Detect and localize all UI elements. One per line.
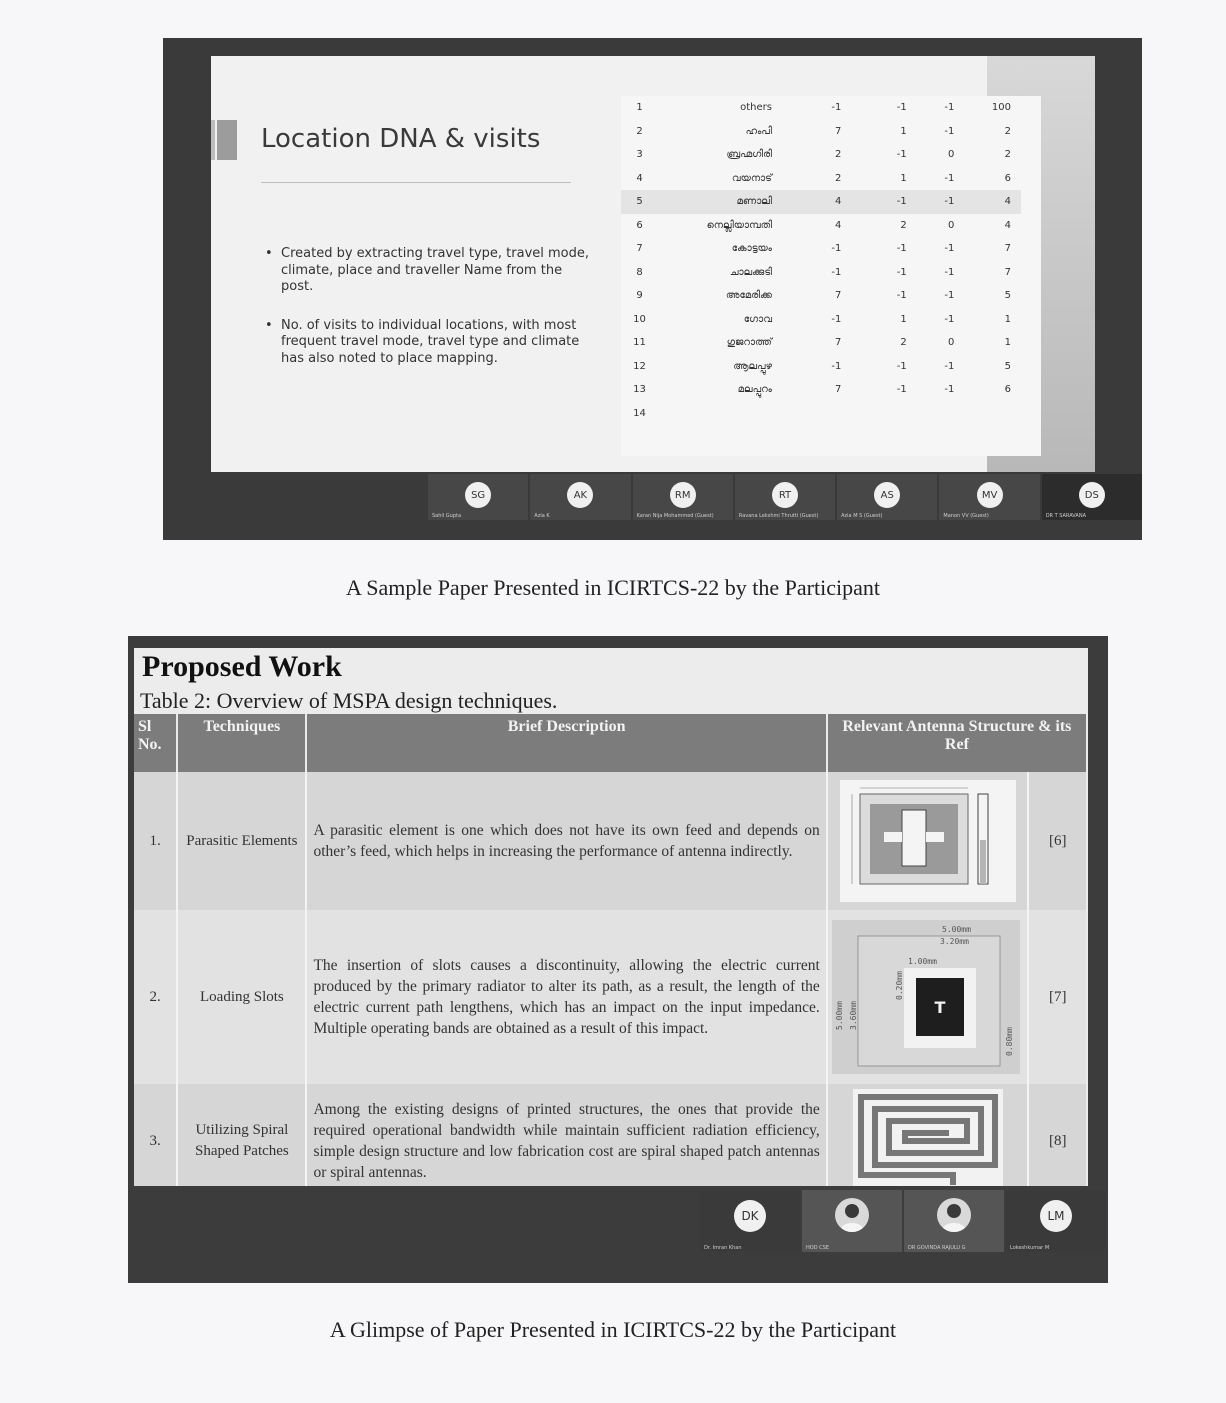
row-value: -1 (944, 360, 955, 372)
title-divider (261, 182, 571, 183)
row-value: 7 (1004, 266, 1011, 278)
row-technique: Loading Slots (177, 910, 306, 1084)
spiral-antenna-figure (853, 1089, 1003, 1186)
row-value: -1 (896, 266, 907, 278)
row-value: -1 (831, 102, 842, 114)
participant-name: Sahil Gupta (432, 513, 462, 519)
avatar: SG (465, 482, 491, 508)
row-index: 7 (636, 243, 643, 255)
avatar-photo-icon (835, 1198, 869, 1232)
row-index: 1 (636, 102, 643, 114)
row-value: -1 (944, 266, 955, 278)
table-row (621, 214, 1021, 238)
slide-bullets (263, 246, 593, 389)
col-header-sl: Sl No. (134, 714, 177, 772)
row-value: -1 (896, 102, 907, 114)
row-value: 7 (835, 337, 842, 349)
participant-tile[interactable] (530, 474, 630, 520)
row-description: A parasitic element is one which does not have its own feed and depends on other’s feed, which helps in increasing the performance of antenna indirectly. (306, 772, 826, 910)
table-row (621, 331, 1021, 355)
bullet-item: • No. of visits to individual locations, with most frequent travel mode, travel type and climate has also noted to place mapping. (263, 318, 593, 368)
row-value (964, 402, 1021, 426)
fig-label-b: 3.20mm (939, 937, 969, 946)
participant-name: Ravana Lekshmi Thrutti (Guest) (738, 513, 819, 519)
avatar: AK (567, 482, 593, 508)
table-caption: Table 2: Overview of MSPA design techniques. (140, 688, 558, 713)
row-value: 2 (900, 337, 907, 349)
place-name: വയനാട് (731, 172, 772, 184)
row-value: 4 (1004, 219, 1011, 231)
parasitic-antenna-figure (840, 780, 1016, 902)
table-row (621, 120, 1021, 144)
place-name: ഹംപി (745, 125, 772, 137)
participant-name: Azia K (534, 513, 550, 519)
row-value: 5 (1004, 290, 1011, 302)
place-name: മലപ്പുറം (737, 384, 772, 396)
row-value: -1 (944, 384, 955, 396)
table-row (621, 261, 1021, 285)
bullet-item: • Created by extracting travel type, travel mode, climate, place and traveller Name from the post. (263, 246, 593, 296)
place-name: നെല്ലിയാമ്പതി (706, 219, 772, 231)
avatar: AS (874, 482, 900, 508)
slide-heading: Proposed Work (142, 650, 342, 683)
row-index: 13 (633, 384, 646, 396)
participant-tile[interactable] (428, 474, 528, 520)
avatar: MV (977, 482, 1003, 508)
row-value: 5 (1004, 360, 1011, 372)
table-row (621, 402, 1021, 426)
table-row (621, 378, 1021, 402)
row-technique: Parasitic Elements (177, 772, 306, 910)
participant-strip (428, 474, 1142, 520)
fig-label-t: T (934, 998, 946, 1017)
place-name: ചാലക്കുടി (729, 266, 772, 278)
row-value: 0 (947, 337, 955, 349)
fig-label-a: 5.00mm (941, 925, 971, 934)
col-header-structure: Relevant Antenna Structure & its Ref (827, 714, 1086, 772)
participant-name: DR T SARAVANA (1045, 513, 1086, 519)
row-value (778, 402, 843, 426)
slide-location-dna (211, 56, 1095, 472)
col-header-description: Brief Description (306, 714, 826, 772)
techniques-table (134, 714, 1086, 1186)
row-ref: [8] (1028, 1084, 1086, 1186)
col-header-techniques: Techniques (177, 714, 306, 772)
slide-proposed-work (134, 648, 1088, 1186)
participant-tile[interactable] (735, 474, 835, 520)
avatar-photo-icon (937, 1198, 971, 1232)
location-table-panel (621, 96, 1041, 456)
row-sl: 2. (134, 910, 177, 1084)
table-row (621, 190, 1021, 214)
place-name: ഗുജറാത്ത് (726, 337, 772, 349)
row-ref: [6] (1028, 772, 1086, 910)
participant-tile[interactable] (939, 474, 1039, 520)
row-value: 4 (835, 196, 842, 208)
row-value: -1 (896, 290, 907, 302)
place-name: മണാലി (736, 196, 772, 208)
row-ref: [7] (1028, 910, 1086, 1084)
participant-name: HOD CSE (806, 1245, 829, 1251)
fig-label-f: 0.20mm (894, 971, 904, 1000)
place-name: others (740, 102, 772, 114)
table-row (621, 96, 1021, 120)
row-value: -1 (831, 243, 842, 255)
row-value: -1 (831, 360, 842, 372)
fig-label-c: 1.00mm (907, 957, 937, 966)
row-value (909, 402, 965, 426)
participant-tile[interactable] (1042, 474, 1142, 520)
fig-label-d: 5.00mm (834, 1001, 844, 1030)
row-technique: Utilizing Spiral Shaped Patches (177, 1084, 306, 1186)
row-value: 7 (835, 290, 842, 302)
caption-glimpse-paper: A Glimpse of Paper Presented in ICIRTCS-22 by the Participant (329, 1317, 897, 1342)
row-description: Among the existing designs of printed structures, the ones that provide the required operational bandwidth while maintain sufficient radiation efficiency, simple design structure and low fabrication cost are spiral shaped patch antennas or spiral antennas. (306, 1084, 826, 1186)
row-value: 0 (947, 149, 955, 161)
row-value: 6 (1004, 384, 1011, 396)
row-figure (827, 1084, 1029, 1186)
place-name: അമേരിക്ക (725, 290, 772, 302)
row-sl: 1. (134, 772, 177, 910)
row-value: -1 (944, 243, 955, 255)
row-index: 11 (633, 337, 646, 349)
avatar: RT (772, 482, 798, 508)
row-value: 1 (1004, 313, 1011, 325)
participant-name: DR GOVINDA RAJULU G (908, 1245, 966, 1251)
row-value: 1 (900, 125, 907, 137)
table-row (621, 237, 1021, 261)
row-value: -1 (944, 172, 955, 184)
table-row (621, 167, 1021, 191)
fig-label-g: 0.80mm (1004, 1027, 1014, 1056)
row-value: -1 (831, 313, 842, 325)
row-value: 7 (835, 384, 842, 396)
table-row (134, 772, 1086, 910)
slide-title: Location DNA & visits (261, 124, 541, 154)
table-row (621, 284, 1021, 308)
location-table (621, 96, 1021, 425)
caption-sample-paper: A Sample Paper Presented in ICIRTCS-22 by the Participant (346, 575, 880, 600)
row-value: 2 (835, 149, 842, 161)
row-value: 1 (900, 172, 907, 184)
row-index: 14 (633, 407, 646, 419)
row-index: 6 (636, 219, 643, 231)
participant-tile[interactable] (802, 1190, 902, 1252)
participant-tile[interactable] (1006, 1190, 1106, 1252)
place-name: കോട്ടയം (731, 243, 772, 255)
row-index: 2 (636, 125, 643, 137)
place-name (658, 402, 778, 426)
row-value: -1 (944, 125, 955, 137)
loading-slots-figure (832, 920, 1020, 1074)
row-sl: 3. (134, 1084, 177, 1186)
row-figure (827, 772, 1029, 910)
row-value: -1 (896, 196, 907, 208)
row-index: 5 (636, 196, 643, 208)
row-value: 2 (1004, 125, 1011, 137)
row-index: 8 (636, 266, 643, 278)
row-value: -1 (896, 243, 907, 255)
fig-label-e: 3.60mm (848, 1001, 858, 1030)
row-value: -1 (944, 102, 955, 114)
participant-name: Dr. Imran Khan (704, 1245, 742, 1251)
row-value: 0 (947, 219, 955, 231)
row-index: 9 (636, 290, 643, 302)
row-description: The insertion of slots causes a discontinuity, allowing the electric current produced by the primary radiator to alter its path, as a result, the length of the electric current path lengthens, which has an impact on the input impedance. Multiple operating bands are obtained as a result of this impact. (306, 910, 826, 1084)
place-name: ഗോവ (743, 313, 772, 325)
participant-tile[interactable] (633, 474, 733, 520)
avatar: DS (1079, 482, 1105, 508)
participant-name: Lokeshkumar M (1010, 1245, 1050, 1251)
place-name: ബ്രഹ്മഗിരി (726, 149, 772, 161)
row-value: 7 (1004, 243, 1011, 255)
row-value: 2 (835, 172, 842, 184)
presentation-screenshot-2 (128, 636, 1108, 1283)
table-row (134, 1084, 1086, 1186)
participant-strip (700, 1190, 1106, 1252)
row-value: -1 (944, 313, 955, 325)
title-accent-block (217, 120, 237, 160)
row-value: 7 (835, 125, 842, 137)
row-value: 1 (900, 313, 907, 325)
row-value: -1 (896, 149, 907, 161)
avatar: LM (1040, 1200, 1072, 1232)
participant-tile[interactable] (700, 1190, 800, 1252)
row-index: 4 (636, 172, 643, 184)
presentation-screenshot-1 (163, 38, 1142, 540)
table-row (621, 308, 1021, 332)
row-value (843, 402, 908, 426)
table-row (621, 355, 1021, 379)
participant-tile[interactable] (837, 474, 937, 520)
row-figure (827, 910, 1029, 1084)
participant-name: Azia M S (Guest) (841, 513, 883, 519)
row-value: 1 (1004, 337, 1011, 349)
row-value: 4 (835, 219, 842, 231)
row-value: -1 (831, 266, 842, 278)
participant-name: Karan Nija Mohammed (Guest) (636, 513, 714, 519)
row-value: 4 (1004, 196, 1011, 208)
participant-name: Manon VV (Guest) (943, 513, 989, 519)
row-value: 100 (991, 102, 1011, 114)
participant-tile[interactable] (904, 1190, 1004, 1252)
table-row (621, 143, 1021, 167)
row-index: 3 (636, 149, 643, 161)
row-value: -1 (944, 196, 955, 208)
row-index: 12 (633, 360, 646, 372)
row-index: 10 (633, 313, 646, 325)
row-value: 6 (1004, 172, 1011, 184)
row-value: -1 (944, 290, 955, 302)
row-value: 2 (900, 219, 907, 231)
row-value: -1 (896, 384, 907, 396)
table-row (134, 910, 1086, 1084)
row-value: -1 (896, 360, 907, 372)
place-name: ആലപ്പുഴ (733, 360, 772, 372)
title-accent-bar (211, 120, 215, 160)
avatar: RM (670, 482, 696, 508)
avatar: DK (734, 1200, 766, 1232)
row-value: 2 (1004, 149, 1011, 161)
